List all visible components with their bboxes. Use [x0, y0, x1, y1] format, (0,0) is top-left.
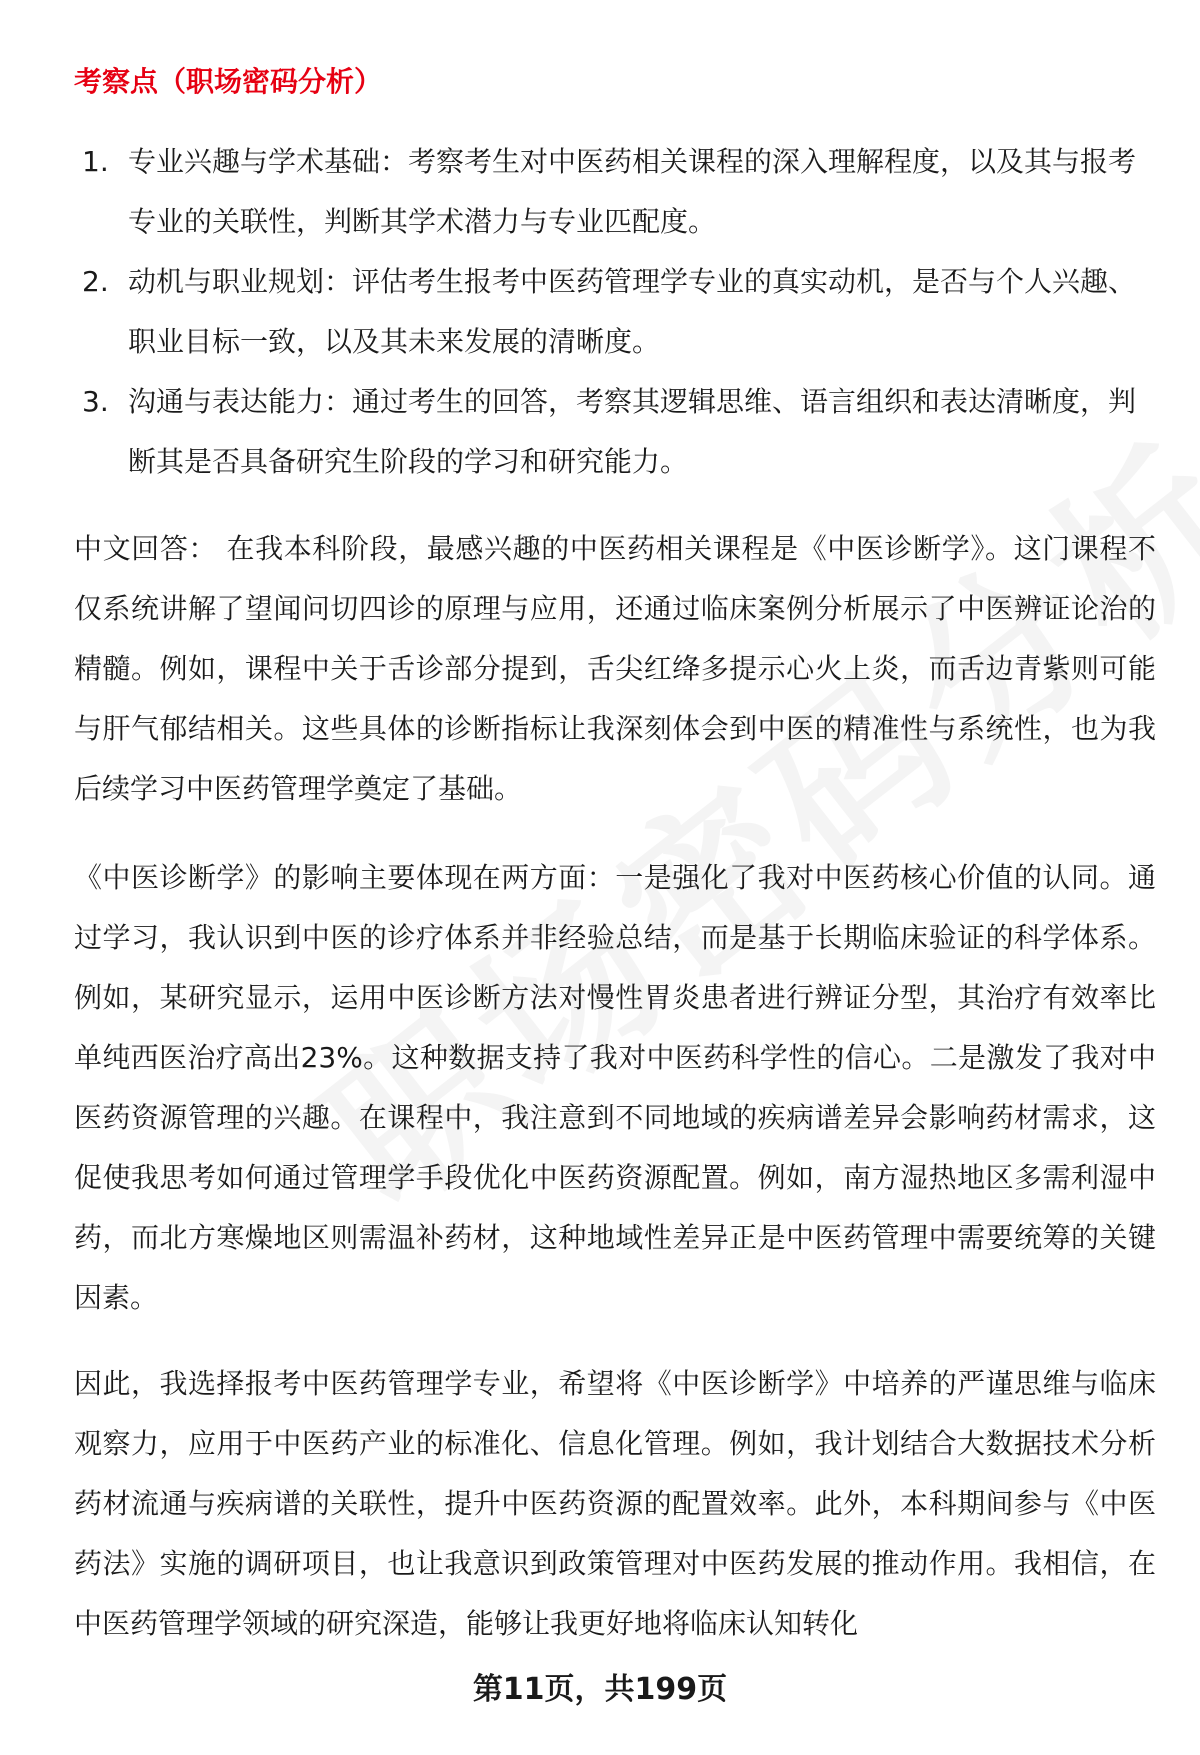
focus-point-number: 2. [82, 265, 109, 298]
answer-paragraph: 《中医诊断学》的影响主要体现在两方面：一是强化了我对中医药核心价值的认同。通过学习，我认识到中医的诊疗体系并非经验总结，而是基于长期临床验证的科学体系。例如，某研究显示，运用中医诊断方法对慢性胃炎患者进行辨证分型，其治疗有效率比单纯西医治疗高出23%。这种数据支持了我对中医药科学性的信心。二是激发了我对中医药资源管理的兴趣。在课程中，我注意到不同地域的疾病谱差异会影响药材需求，这促使我思考如何通过管理学手段优化中医药资源配置。例如，南方湿热地区多需利湿中药，而北方寒燥地区则需温补药材，这种地域性差异正是中医药管理中需要统筹的关键因素。 [74, 861, 1156, 1314]
focus-point-item [82, 132, 1142, 252]
focus-point-text: 动机与职业规划：评估考生报考中医药管理学专业的真实动机，是否与个人兴趣、职业目标一致，以及其未来发展的清晰度。 [128, 265, 1137, 358]
focus-point-number: 3. [82, 385, 109, 418]
answer-paragraph: 中文回答： 在我本科阶段，最感兴趣的中医药相关课程是《中医诊断学》。这门课程不仅系统讲解了望闻问切四诊的原理与应用，还通过临床案例分析展示了中医辨证论治的精髓。例如，课程中关于舌诊部分提到，舌尖红绛多提示心火上炎，而舌边青紫则可能与肝气郁结相关。这些具体的诊断指标让我深刻体会到中医的精准性与系统性，也为我后续学习中医药管理学奠定了基础。 [74, 532, 1156, 805]
focus-point-list [82, 132, 1142, 492]
focus-point-item [82, 372, 1142, 492]
focus-point-text: 专业兴趣与学术基础：考察考生对中医药相关课程的深入理解程度，以及其与报考专业的关联性，判断其学术潜力与专业匹配度。 [128, 145, 1137, 238]
focus-point-item [82, 252, 1142, 372]
focus-point-number: 1. [82, 145, 109, 178]
answer-paragraph: 因此，我选择报考中医药管理学专业，希望将《中医诊断学》中培养的严谨思维与临床观察力，应用于中医药产业的标准化、信息化管理。例如，我计划结合大数据技术分析药材流通与疾病谱的关联性，提升中医药资源的配置效率。此外，本科期间参与《中医药法》实施的调研项目，也让我意识到政策管理对中医药发展的推动作用。我相信，在中医药管理学领域的研究深造，能够让我更好地将临床认知转化 [74, 1367, 1156, 1640]
focus-point-text: 沟通与表达能力：通过考生的回答，考察其逻辑思维、语言组织和表达清晰度，判断其是否具备研究生阶段的学习和研究能力。 [128, 385, 1137, 478]
page-number-footer: 第11页，共199页 [472, 1672, 728, 1707]
section-title: 考察点（职场密码分析） [74, 65, 383, 98]
